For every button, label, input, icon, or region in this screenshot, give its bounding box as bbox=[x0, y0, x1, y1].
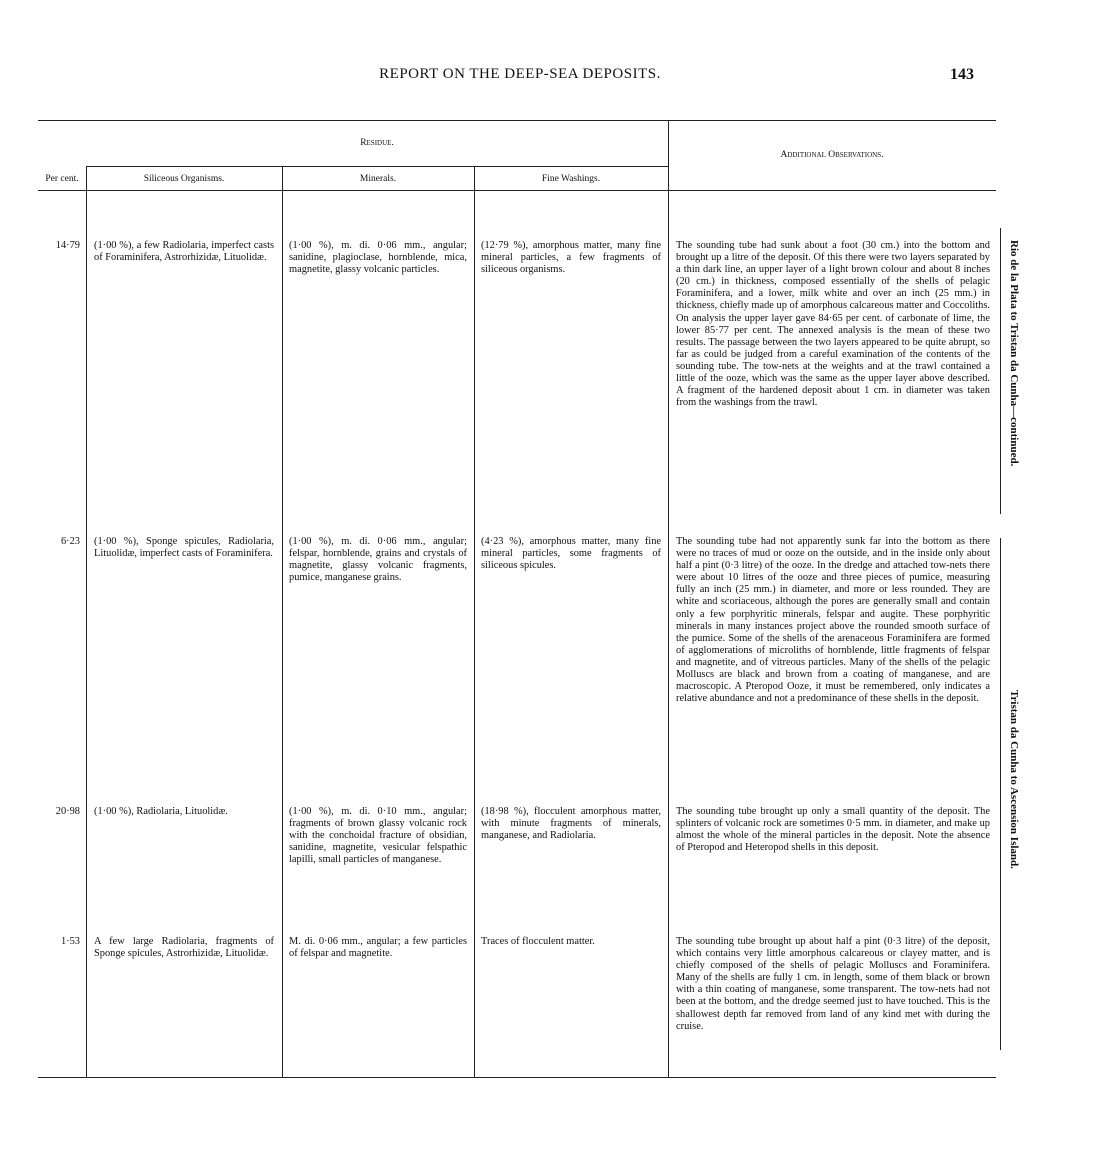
siliceous-cell: A few large Radiolaria, fragments of Sponge spicules, Astrorhizidæ, Lituolidæ. bbox=[94, 936, 274, 960]
header-percent: Per cent. bbox=[45, 174, 79, 184]
observations-cell: The sounding tube had not apparently sunk far into the bottom as there were no traces of mud or ooze on the outside, and in the inside only about half a pint (0·3 litre) of the ooze. In the dredge and attached tow-nets there were about 10 litres of the ooze and three pieces of pumice, measuring fully an inch (25 mm.) in diameter, and more or less rounded. They are white and scoriaceous, although the pores are generally small and contain only a few porphyritic minerals, felspar and augite. These porphyritic minerals in many instances project above the rounded smooth surface of the pumice. Some of the shells of the arenaceous Foraminifera are formed of agglomerations of microliths of hornblende, little fragments of felspar and magnetite, and of vitreous particles. Many of the shells of the pelagic Molluscs are black and brown from a coating of manganese, and are macroscopic. A Pteropod Ooze, it must be remembered, only indicates a relative abundance and not a predominance of these shells in the deposit. bbox=[676, 536, 990, 705]
row-percent: 14·79 bbox=[55, 240, 80, 251]
observations-cell: The sounding tube had sunk about a foot (30 cm.) into the bottom and brought up a litre of the deposit. Of this there were two layers separated by a thin dark line, an upper layer of a light brown colour and about 8 inches (20 cm.) in thickness, composed essentially of the shells of pelagic Foraminifera, and a lower, milk white and over an inch (25 mm.) in thickness, chiefly made up of amorphous calcareous matter and Coccoliths. On analysis the upper layer gave 84·65 per cent. of carbonate of lime, the lower 85·77 per cent. The annexed analysis is the mean of these two results. The passage between the two layers appeared to be quite abrupt, so far as could be judged from a careful examination of the contents of the sounding tube. The tow-nets at the weights and at the trawl contained a little of the ooze, which was the same as the upper layer above described. A fragment of the hardened deposit about 1 cm. in diameter was taken from the washings from the trawl. bbox=[676, 240, 990, 409]
minerals-cell: (1·00 %), m. di. 0·10 mm., angular; fragments of brown glassy volcanic rock with the conchoidal fracture of obsidian, sanidine, magnetite, vesicular felspathic lapilli, small particles of manganese. bbox=[289, 806, 467, 866]
siliceous-cell: (1·00 %), a few Radiolaria, imperfect casts of Foraminifera, Astrorhizidæ, Lituolidæ. bbox=[94, 240, 274, 264]
column-divider bbox=[474, 166, 475, 1077]
side-brace bbox=[1000, 228, 1007, 514]
row-percent: 20·98 bbox=[55, 806, 80, 817]
row-percent: 6·23 bbox=[60, 536, 80, 547]
table-bottom-rule bbox=[38, 1077, 996, 1078]
header-washings: Fine Washings. bbox=[541, 174, 601, 184]
washings-cell: (4·23 %), amorphous matter, many fine mineral particles, some fragments of siliceous spicules. bbox=[481, 536, 661, 572]
observations-cell: The sounding tube brought up about half a pint (0·3 litre) of the deposit, which contains very little amorphous calcareous or clayey matter, and is chiefly composed of the shells of pelagic Molluscs and Foraminifera. Many of the shells are fully 1 cm. in length, some of them black or brown with a thin coating of manganese, some transparent. The tow-nets had not been at the bottom, and the dredge seemed just to have touched. This is the shallowest depth far removed from land of any kind met with during the cruise. bbox=[676, 936, 990, 1032]
row-percent: 1·53 bbox=[60, 936, 80, 947]
washings-cell: (18·98 %), flocculent amorphous matter, with minute fragments of minerals, manganese, and Radiolaria. bbox=[481, 806, 661, 842]
column-divider bbox=[86, 166, 87, 1077]
column-divider bbox=[668, 120, 669, 1077]
minerals-cell: (1·00 %), m. di. 0·06 mm., angular; felspar, hornblende, grains and crystals of magnetite, glassy volcanic fragments, pumice, manganese grains. bbox=[289, 536, 467, 584]
residue-underline bbox=[86, 166, 668, 167]
siliceous-cell: (1·00 %), Sponge spicules, Radiolaria, Lituolidæ, imperfect casts of Foraminifera. bbox=[94, 536, 274, 560]
header-minerals: Minerals. bbox=[359, 174, 397, 184]
washings-cell: Traces of flocculent matter. bbox=[481, 936, 595, 947]
side-brace bbox=[1000, 538, 1007, 1050]
side-label-route: Rio de la Plata to Tristan da Cunha—continued. bbox=[1008, 240, 1020, 467]
header-observations: Additional Observations. bbox=[780, 150, 884, 160]
side-label-route: Tristan da Cunha to Ascension Island. bbox=[1008, 690, 1020, 869]
observations-cell: The sounding tube brought up only a small quantity of the deposit. The splinters of volcanic rock are sometimes 0·5 mm. in diameter, and make up almost the whole of the mineral particles in the deposit. Note the absence of Pteropod and Heteropod shells in this deposit. bbox=[676, 806, 990, 854]
siliceous-cell: (1·00 %), Radiolaria, Lituolidæ. bbox=[94, 806, 228, 817]
header-bottom-rule bbox=[38, 190, 996, 191]
header-residue: Residue. bbox=[360, 138, 394, 148]
washings-cell: (12·79 %), amorphous matter, many fine mineral particles, a few fragments of siliceous organisms. bbox=[481, 240, 661, 276]
minerals-cell: M. di. 0·06 mm., angular; a few particles of felspar and magnetite. bbox=[289, 936, 467, 960]
page-number: 143 bbox=[950, 66, 974, 83]
column-divider bbox=[282, 166, 283, 1077]
minerals-cell: (1·00 %), m. di. 0·06 mm., angular; sanidine, plagioclase, hornblende, mica, magnetite, glassy volcanic particles. bbox=[289, 240, 467, 276]
page-title: REPORT ON THE DEEP-SEA DEPOSITS. bbox=[379, 66, 661, 82]
table-top-rule bbox=[38, 120, 996, 121]
header-siliceous: Siliceous Organisms. bbox=[143, 174, 225, 184]
